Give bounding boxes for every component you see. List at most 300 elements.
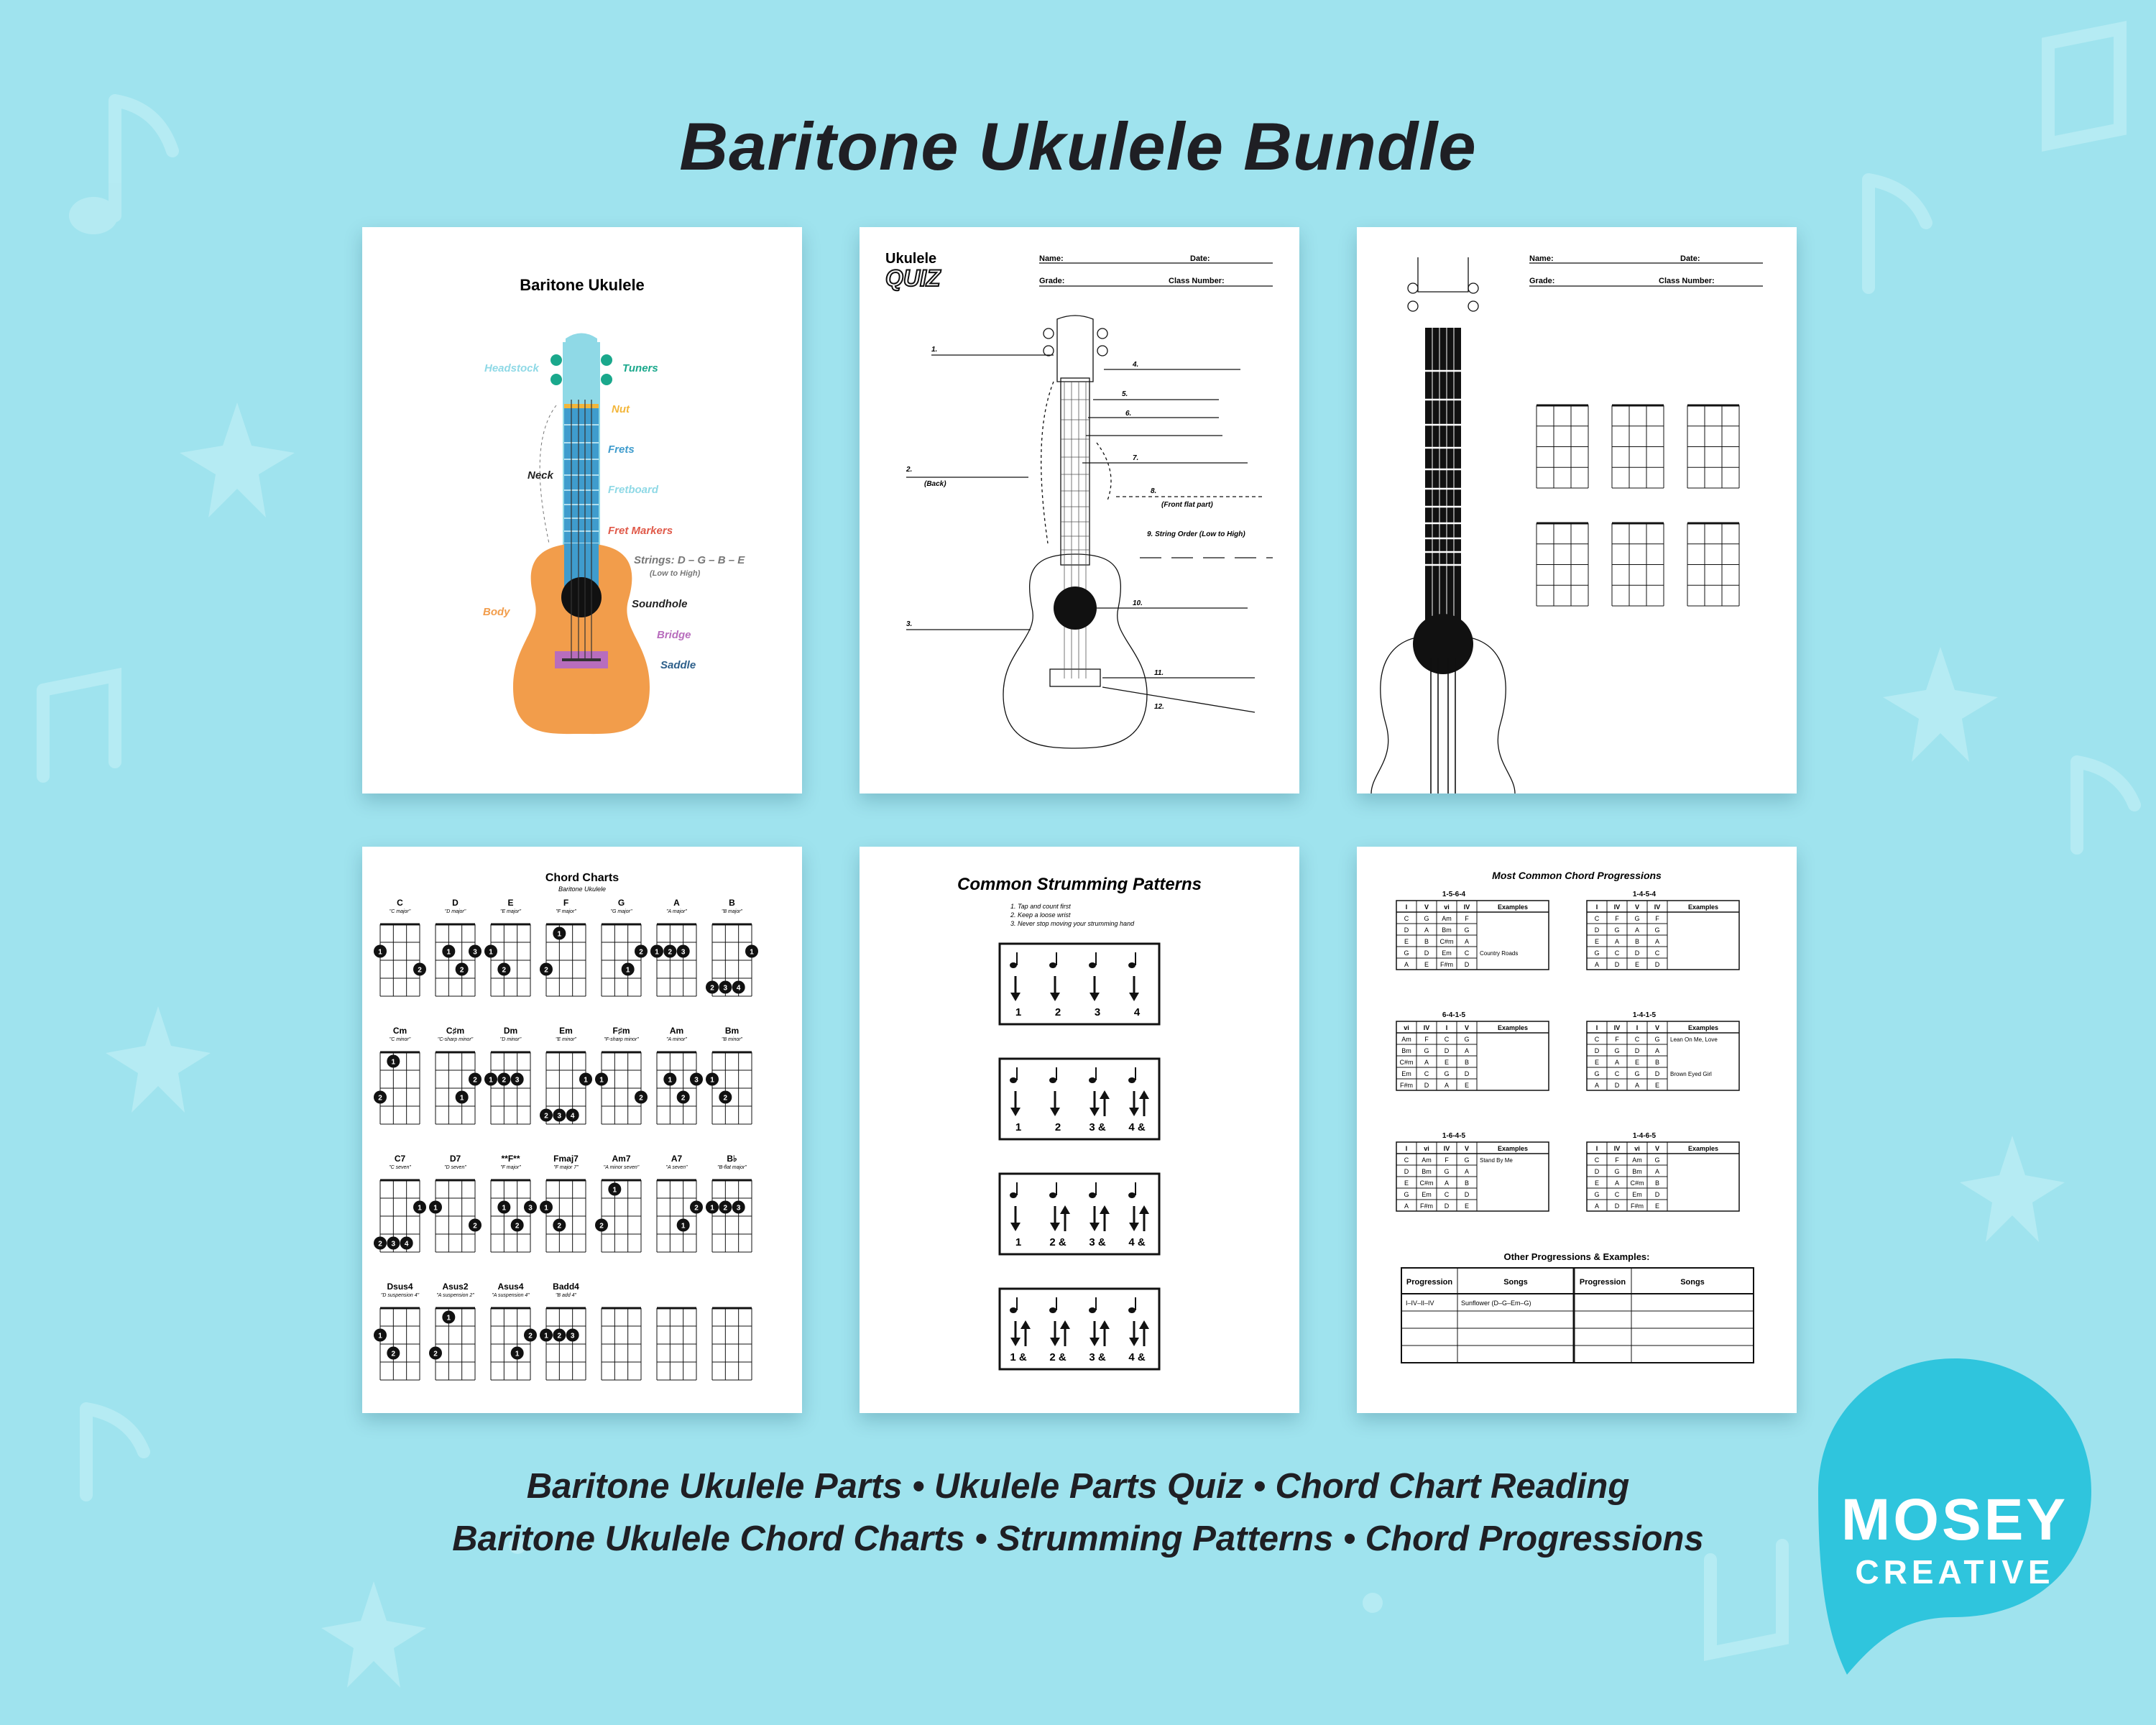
- progression-header: I: [1405, 903, 1408, 911]
- chord-subtitle: "B add 4": [555, 1293, 577, 1298]
- finger-number: 1: [378, 948, 382, 957]
- chord-charts-title: Chord Charts: [545, 872, 619, 884]
- progression-header: I: [1445, 1024, 1448, 1031]
- chord-subtitle: "C seven": [389, 1165, 411, 1170]
- other-example-song: Sunflower (D–G–Em–G): [1461, 1300, 1531, 1307]
- progression-cell: G: [1404, 1191, 1409, 1198]
- progression-header: IV: [1613, 1024, 1621, 1031]
- progression-cell: F: [1615, 915, 1619, 922]
- chord-diagram: [380, 924, 420, 996]
- chord-name: Dm: [503, 1026, 518, 1036]
- chord-name: Am7: [612, 1154, 631, 1164]
- blank-grid-2: [1612, 405, 1664, 488]
- chord-subtitle: "F major": [500, 1165, 521, 1170]
- progression-cell: D: [1614, 961, 1620, 968]
- nut-shape: [564, 404, 599, 408]
- chord-diagram: [546, 1180, 586, 1252]
- progression-tables: [1396, 891, 1739, 1211]
- strumming-title: Common Strumming Patterns: [957, 875, 1202, 894]
- chord-name: D: [452, 898, 459, 908]
- progression-cell: G: [1594, 1191, 1600, 1198]
- progression-table: [1396, 1142, 1549, 1211]
- strum-count: 4 &: [1128, 1121, 1146, 1133]
- finger-number: 1: [750, 948, 754, 957]
- up-arrowhead: [1100, 1320, 1110, 1329]
- strumming-patterns: [1000, 944, 1159, 1369]
- progression-header: vi: [1444, 903, 1450, 911]
- label-saddle: Saddle: [660, 659, 696, 671]
- note-head: [1049, 1192, 1056, 1198]
- finger-number: 3: [681, 948, 686, 957]
- chord-name: Cm: [392, 1026, 407, 1036]
- quiz-n4: 4.: [1133, 361, 1139, 369]
- chord-diagram: [491, 1052, 530, 1124]
- progression-cell: G: [1654, 1156, 1660, 1164]
- preview-progressions-page: [1357, 847, 1797, 1413]
- chord-diagram: [380, 1052, 420, 1124]
- progression-header: IV: [1654, 903, 1661, 911]
- label-strings: Strings: D – G – B – E: [634, 554, 745, 566]
- progression-cell: A: [1424, 1059, 1429, 1066]
- progression-header: IV: [1443, 1145, 1450, 1152]
- progression-cell: D: [1404, 1168, 1409, 1175]
- examples-header: Examples: [1687, 1145, 1719, 1152]
- up-arrowhead: [1060, 1320, 1070, 1329]
- progression-cell: A: [1654, 938, 1660, 945]
- finger-number: 2: [639, 1094, 643, 1103]
- progression-cell: A: [1404, 961, 1409, 968]
- progressions-title: Most Common Chord Progressions: [1492, 870, 1662, 881]
- down-arrowhead: [1010, 993, 1021, 1001]
- chord-diagram: [602, 1308, 641, 1380]
- down-arrowhead: [1050, 993, 1060, 1001]
- strum-count: 2: [1054, 1121, 1061, 1133]
- progression-example: Stand By Me: [1480, 1157, 1513, 1164]
- progression-cell: D: [1634, 1047, 1640, 1054]
- chord-diagram: [380, 1308, 420, 1380]
- progression-cell: E: [1594, 1059, 1600, 1066]
- finger-number: 3: [694, 1076, 699, 1085]
- finger-number: 1: [489, 948, 493, 957]
- progression-cell: Bm: [1442, 926, 1452, 934]
- chord-diagram: [436, 924, 475, 996]
- finger-number: 3: [723, 984, 728, 993]
- note-head: [1010, 1192, 1017, 1198]
- finger-number: 2: [723, 1204, 728, 1213]
- finger-number: 1: [668, 1076, 673, 1085]
- progression-cell: G: [1424, 915, 1429, 922]
- down-arrowhead: [1050, 1338, 1060, 1346]
- quiz-name: Name:: [1039, 254, 1064, 263]
- progression-cell: E: [1404, 1179, 1409, 1187]
- label-bridge: Bridge: [657, 629, 691, 641]
- chord-diagram: [436, 1308, 475, 1380]
- down-arrowhead: [1089, 1108, 1100, 1116]
- progression-header: vi: [1424, 1145, 1429, 1152]
- down-arrowhead: [1129, 993, 1139, 1001]
- progression-cell: C#m: [1439, 938, 1454, 945]
- finger-number: 3: [528, 1204, 533, 1213]
- note-head: [1049, 1077, 1056, 1083]
- chord-name: B♭: [727, 1154, 737, 1164]
- chord-name: C♯m: [446, 1026, 465, 1036]
- quiz-front: (Front flat part): [1161, 501, 1213, 509]
- progression-cell: G: [1634, 915, 1640, 922]
- finger-number: 2: [473, 1222, 477, 1230]
- quiz-n8: 8.: [1151, 487, 1157, 495]
- chord-diagram: [491, 924, 530, 996]
- note-head: [1128, 1307, 1135, 1313]
- progression-cell: A: [1594, 961, 1600, 968]
- saddle-shape: [562, 658, 601, 661]
- progression-cell: C: [1614, 1070, 1620, 1077]
- finger-number: 2: [710, 984, 714, 993]
- chord-subtitle: "D minor": [499, 1037, 522, 1042]
- other-header-progression-2: Progression: [1579, 1278, 1626, 1287]
- progression-cell: C#m: [1399, 1059, 1414, 1066]
- progression-cell: G: [1464, 1156, 1470, 1164]
- chord-subtitle: "A minor": [666, 1037, 687, 1042]
- note-head: [1010, 1307, 1017, 1313]
- note-head: [1089, 1077, 1096, 1083]
- finger-number: 2: [668, 948, 673, 957]
- progression-cell: D: [1594, 926, 1600, 934]
- progression-cell: F: [1615, 1036, 1619, 1043]
- chord-diagram: [712, 1052, 752, 1124]
- note-head: [1128, 1192, 1135, 1198]
- finger-number: 2: [694, 1204, 699, 1213]
- chord-name: F: [563, 898, 569, 908]
- preview-strumming-page: [860, 847, 1299, 1413]
- label-nut: Nut: [612, 403, 630, 415]
- progression-example: Country Roads: [1480, 950, 1519, 957]
- chord-diagram: [436, 1180, 475, 1252]
- progression-cell: F#m: [1400, 1082, 1413, 1089]
- finger-number: 1: [378, 1332, 382, 1340]
- blank-chord-grids: [1537, 405, 1739, 606]
- progression-header: V: [1634, 903, 1640, 911]
- down-arrowhead: [1010, 1223, 1021, 1231]
- progression-cell: G: [1444, 1168, 1450, 1175]
- progression-cell: B: [1634, 938, 1640, 945]
- preview-chord-reading-page: [1357, 227, 1797, 794]
- chord-name: F♯m: [612, 1026, 630, 1036]
- progression-cell: D: [1614, 1082, 1620, 1089]
- chord-diagram: [602, 1180, 641, 1252]
- progression-cell: E: [1654, 1082, 1660, 1089]
- progression-cell: Am: [1442, 915, 1452, 922]
- progression-header: I: [1405, 1145, 1408, 1152]
- label-fretboard: Fretboard: [608, 484, 659, 496]
- finger-number: 3: [515, 1076, 520, 1085]
- progression-cell: D: [1594, 1168, 1600, 1175]
- progression-header: I: [1595, 1145, 1598, 1152]
- progression-cell: A: [1424, 926, 1429, 934]
- finger-number: 3: [736, 1204, 741, 1213]
- progression-title: 1-4-6-5: [1632, 1132, 1657, 1140]
- page-title: Baritone Ukulele Bundle: [679, 109, 1477, 184]
- finger-number: 2: [433, 1350, 438, 1358]
- finger-number: 1: [391, 1058, 396, 1067]
- progression-cell: G: [1444, 1070, 1450, 1077]
- finger-number: 1: [544, 1332, 548, 1340]
- progression-cell: F#m: [1440, 961, 1453, 968]
- progression-cell: G: [1424, 1047, 1429, 1054]
- progression-cell: C: [1594, 1036, 1600, 1043]
- progression-table: [1396, 1021, 1549, 1090]
- finger-number: 1: [433, 1204, 438, 1213]
- note-head: [1010, 962, 1017, 968]
- progression-cell: A: [1594, 1202, 1600, 1210]
- reading-date: Date:: [1680, 254, 1700, 263]
- progression-cell: A: [1614, 938, 1620, 945]
- up-arrowhead: [1139, 1090, 1149, 1099]
- note-head: [1049, 962, 1056, 968]
- progression-cell: A: [1654, 1047, 1660, 1054]
- label-body: Body: [483, 606, 510, 618]
- examples-header: Examples: [1497, 1145, 1529, 1152]
- progression-cell: E: [1424, 961, 1429, 968]
- chord-diagram-grid: [374, 898, 758, 1380]
- progression-header: vi: [1404, 1024, 1409, 1031]
- down-arrowhead: [1129, 1108, 1139, 1116]
- chord-name: A: [673, 898, 680, 908]
- blank-grid-6: [1687, 523, 1739, 606]
- finger-number: 1: [489, 1076, 493, 1085]
- progression-example: Lean On Me, Love: [1670, 1036, 1718, 1043]
- up-arrowhead: [1060, 1205, 1070, 1214]
- progression-cell: C: [1444, 1191, 1450, 1198]
- chord-subtitle: "F major 7": [553, 1165, 579, 1170]
- finger-number: 2: [599, 1222, 604, 1230]
- up-arrowhead: [1100, 1205, 1110, 1214]
- reading-name: Name:: [1529, 254, 1554, 263]
- note-head: [1128, 962, 1135, 968]
- chord-subtitle: "B major": [721, 909, 743, 914]
- quiz-n12: 12.: [1154, 703, 1164, 711]
- finger-number: 2: [391, 1350, 396, 1358]
- progression-header: I: [1636, 1024, 1639, 1031]
- parts-title: Baritone Ukulele: [520, 276, 645, 294]
- preview-parts-page: [362, 227, 802, 794]
- chord-name: D7: [449, 1154, 461, 1164]
- logo-mosey: MOSEY: [1841, 1487, 2069, 1552]
- progression-cell: Em: [1401, 1070, 1411, 1077]
- strum-count: 1 &: [1010, 1351, 1027, 1363]
- progression-table: [1587, 1021, 1739, 1090]
- chord-name: G: [617, 898, 625, 908]
- chord-name: Fmaj7: [553, 1154, 579, 1164]
- progression-cell: F#m: [1420, 1202, 1433, 1210]
- strum-count: 4: [1133, 1006, 1141, 1018]
- strum-count: 3 &: [1089, 1121, 1106, 1133]
- chord-name: A7: [671, 1154, 683, 1164]
- up-arrowhead: [1021, 1320, 1031, 1329]
- finger-number: 2: [473, 1076, 477, 1085]
- progression-title: 6-4-1-5: [1442, 1011, 1466, 1019]
- progression-title: 1-6-4-5: [1442, 1132, 1466, 1140]
- chord-subtitle: "C-sharp minor": [437, 1037, 474, 1042]
- finger-number: 1: [681, 1222, 686, 1230]
- progression-cell: B: [1464, 1179, 1470, 1187]
- progression-cell: G: [1594, 1070, 1600, 1077]
- finger-number: 1: [459, 1094, 464, 1103]
- finger-number: 2: [639, 948, 643, 957]
- chord-name: Badd4: [553, 1282, 579, 1292]
- preview-quiz-page: [860, 227, 1299, 794]
- chord-diagram: [602, 1052, 641, 1124]
- progression-header: vi: [1634, 1145, 1640, 1152]
- finger-number: 2: [544, 966, 548, 975]
- finger-number: 1: [502, 1204, 507, 1213]
- quiz-date: Date:: [1190, 254, 1210, 263]
- progression-header: V: [1654, 1024, 1660, 1031]
- chord-subtitle: "D seven": [444, 1165, 466, 1170]
- progression-cell: C: [1404, 915, 1409, 922]
- chord-subtitle: "C minor": [389, 1037, 411, 1042]
- chord-name: C: [397, 898, 403, 908]
- down-arrowhead: [1050, 1223, 1060, 1231]
- quiz-n3: 3.: [906, 620, 913, 628]
- progression-cell: G: [1594, 949, 1600, 957]
- chord-subtitle: "A suspension 4": [492, 1293, 530, 1298]
- note-head: [1089, 1307, 1096, 1313]
- progression-cell: B: [1654, 1179, 1660, 1187]
- progression-cell: C: [1464, 949, 1470, 957]
- strum-count: 3: [1094, 1006, 1101, 1018]
- progression-cell: E: [1634, 961, 1640, 968]
- finger-number: 1: [625, 966, 630, 975]
- progression-cell: G: [1614, 926, 1620, 934]
- chord-name: Asus4: [497, 1282, 524, 1292]
- finger-number: 1: [599, 1076, 604, 1085]
- chord-diagram: [546, 1308, 586, 1380]
- quiz-n11: 11.: [1154, 669, 1164, 677]
- progression-cell: C: [1424, 1070, 1429, 1077]
- chord-name: Am: [669, 1026, 684, 1036]
- reading-class-number: Class Number:: [1659, 277, 1715, 285]
- note-head: [1049, 1307, 1056, 1313]
- note-head: [1010, 1077, 1017, 1083]
- quiz-n2: 2.: [906, 466, 913, 474]
- progression-cell: Bm: [1401, 1047, 1411, 1054]
- progression-cell: F: [1445, 1156, 1449, 1164]
- progression-cell: Bm: [1632, 1168, 1642, 1175]
- finger-number: 1: [557, 930, 562, 939]
- down-arrowhead: [1010, 1108, 1021, 1116]
- progression-cell: C: [1614, 949, 1620, 957]
- progression-table: [1396, 901, 1549, 970]
- finger-number: 1: [710, 1204, 714, 1213]
- strum-count: 1: [1015, 1006, 1022, 1018]
- finger-number: 1: [446, 1314, 451, 1322]
- progression-cell: A: [1614, 1059, 1620, 1066]
- strum-count: 2 &: [1049, 1351, 1067, 1363]
- note-head: [1089, 962, 1096, 968]
- examples-header: Examples: [1497, 903, 1529, 911]
- chord-subtitle: "A suspension 2": [436, 1293, 474, 1298]
- finger-number: 2: [459, 966, 464, 975]
- progression-cell: A: [1634, 1082, 1640, 1089]
- chord-diagram: [546, 924, 586, 996]
- caption-line-2: Baritone Ukulele Chord Charts • Strumming Patterns • Chord Progressions: [452, 1519, 1704, 1558]
- finger-number: 2: [515, 1222, 520, 1230]
- progression-cell: E: [1594, 1179, 1600, 1187]
- other-progressions-title: Other Progressions & Examples:: [1503, 1251, 1650, 1262]
- label-frets: Frets: [608, 443, 635, 456]
- chord-diagram: [491, 1308, 530, 1380]
- progression-cell: A: [1594, 1082, 1600, 1089]
- chord-subtitle: "G major": [610, 909, 632, 914]
- progression-cell: C: [1614, 1191, 1620, 1198]
- progression-cell: D: [1614, 1202, 1620, 1210]
- progression-cell: A: [1404, 1202, 1409, 1210]
- progression-cell: C: [1634, 1036, 1640, 1043]
- down-arrowhead: [1050, 1108, 1060, 1116]
- progression-cell: G: [1634, 1070, 1640, 1077]
- chord-diagram: [657, 1180, 696, 1252]
- progression-cell: G: [1464, 926, 1470, 934]
- quiz-n1: 1.: [931, 346, 938, 354]
- progression-cell: E: [1404, 938, 1409, 945]
- finger-number: 2: [378, 1094, 382, 1103]
- quiz-logo-bottom: QUIZ: [885, 265, 941, 291]
- quiz-back: (Back): [924, 480, 946, 488]
- progression-cell: A: [1444, 1082, 1450, 1089]
- chord-subtitle: "F major": [556, 909, 576, 914]
- label-fret-markers: Fret Markers: [608, 525, 673, 537]
- progression-header: IV: [1613, 1145, 1621, 1152]
- chord-subtitle: "B-flat major": [717, 1165, 747, 1170]
- reading-grade: Grade:: [1529, 277, 1555, 285]
- progression-cell: A: [1464, 1168, 1470, 1175]
- progression-cell: E: [1464, 1202, 1470, 1210]
- progression-cell: F: [1465, 915, 1469, 922]
- progression-title: 1-4-5-4: [1632, 891, 1657, 898]
- finger-number: 2: [502, 1076, 507, 1085]
- label-tuners: Tuners: [622, 362, 658, 374]
- progression-cell: D: [1634, 949, 1640, 957]
- progression-cell: Am: [1422, 1156, 1432, 1164]
- finger-number: 4: [570, 1112, 575, 1121]
- progression-cell: G: [1614, 1047, 1620, 1054]
- finger-number: 1: [655, 948, 659, 957]
- chord-diagram: [657, 1052, 696, 1124]
- progression-cell: A: [1614, 1179, 1620, 1187]
- strum-count: 1: [1015, 1121, 1022, 1133]
- progression-cell: Am: [1632, 1156, 1642, 1164]
- progression-title: 1-5-6-4: [1442, 891, 1466, 898]
- examples-header: Examples: [1687, 1024, 1719, 1031]
- progression-header: I: [1595, 903, 1598, 911]
- progression-header: IV: [1613, 903, 1621, 911]
- progression-cell: D: [1594, 1047, 1600, 1054]
- chord-diagram: [657, 924, 696, 996]
- finger-number: 2: [528, 1332, 533, 1340]
- progression-cell: A: [1634, 926, 1640, 934]
- progression-cell: D: [1444, 1047, 1450, 1054]
- chord-diagram: [602, 924, 641, 996]
- label-neck: Neck: [528, 469, 553, 482]
- finger-number: 3: [391, 1240, 396, 1248]
- progression-cell: G: [1464, 1036, 1470, 1043]
- strum-count: 2: [1054, 1006, 1061, 1018]
- quiz-n5: 5.: [1122, 390, 1128, 398]
- chord-diagram: [436, 1052, 475, 1124]
- progression-cell: D: [1654, 961, 1660, 968]
- progression-header: V: [1464, 1145, 1470, 1152]
- progression-cell: C: [1404, 1156, 1409, 1164]
